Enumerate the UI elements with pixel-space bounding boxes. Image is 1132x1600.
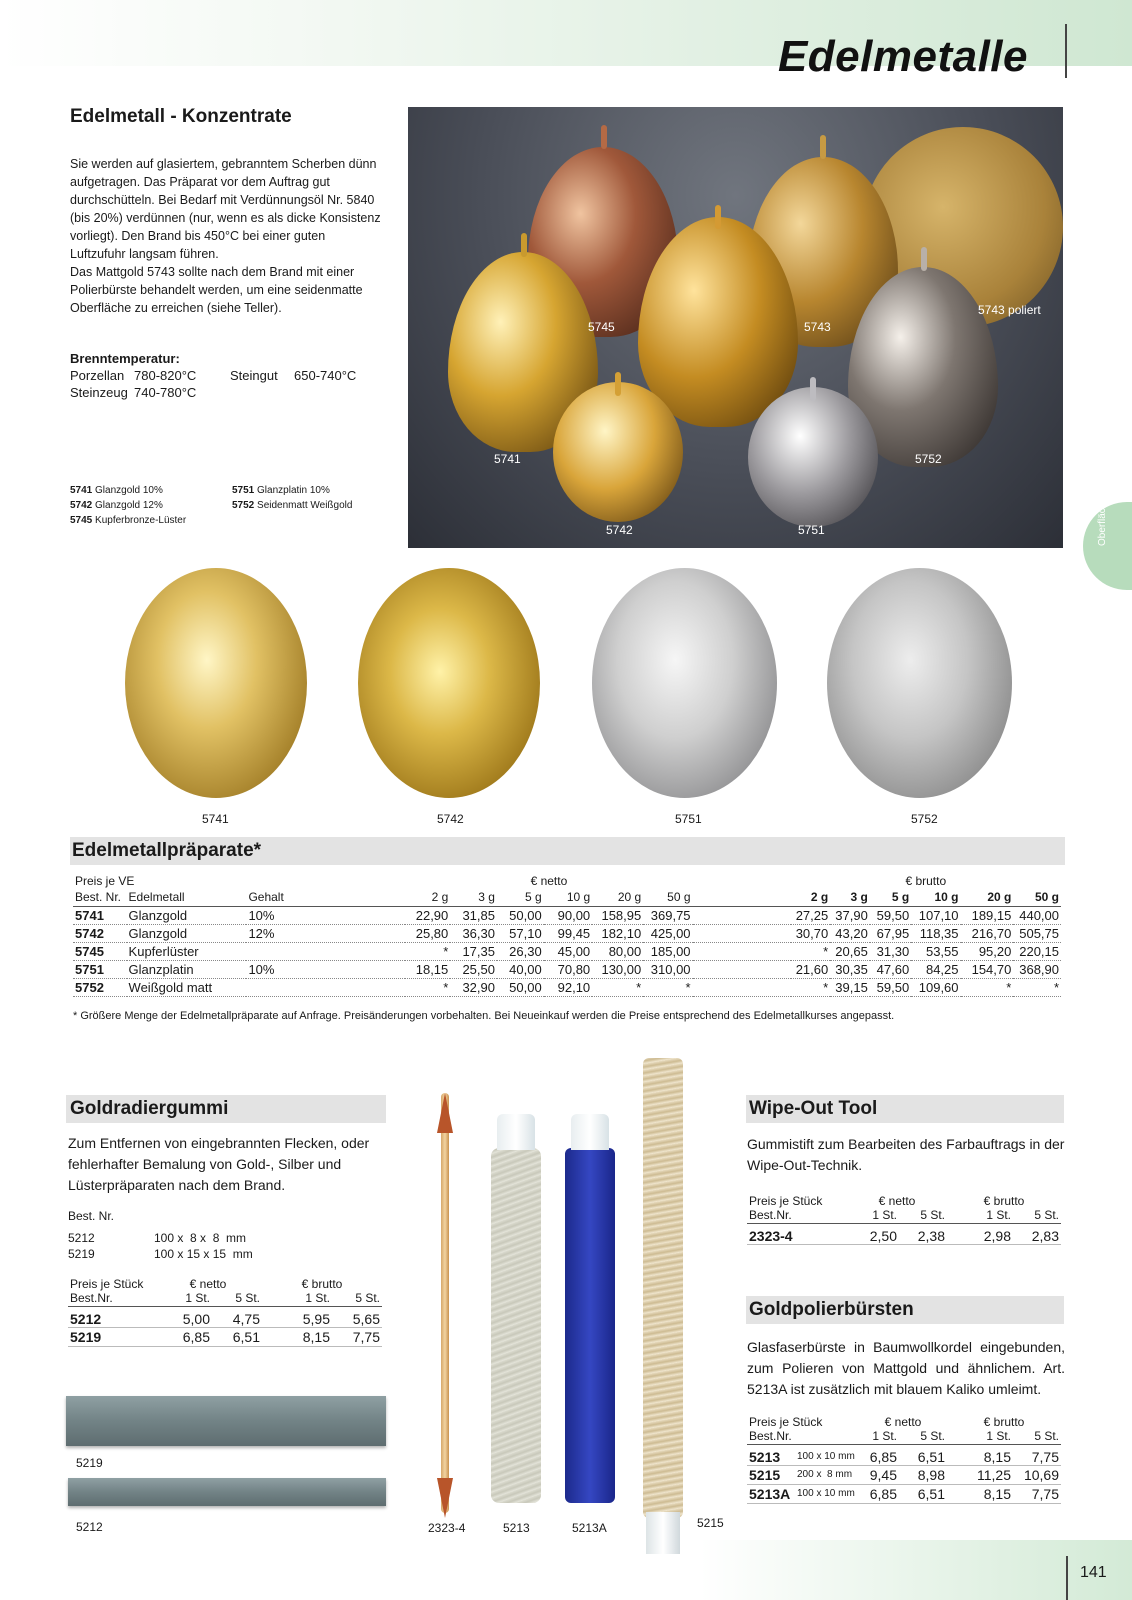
brutto-price: 59,50 xyxy=(870,978,911,996)
wipeout-tool-image xyxy=(441,1093,449,1513)
table-row xyxy=(73,924,1061,942)
brutto-price: 30,70 xyxy=(791,924,831,942)
brutto-price: * xyxy=(791,942,831,960)
row-gehalt: 12% xyxy=(246,924,405,942)
table-row xyxy=(68,1327,382,1346)
netto-price: 26,30 xyxy=(497,942,544,960)
brutto-price: 189,15 xyxy=(961,906,1014,924)
price: 8,15 xyxy=(947,1444,1013,1465)
brutto-price: 27,25 xyxy=(791,906,831,924)
brenn-label: Steingut xyxy=(230,368,278,383)
price: 7,75 xyxy=(1013,1444,1061,1465)
photo-label: 5751 xyxy=(798,523,825,537)
tool-label: 5213A xyxy=(572,1521,607,1535)
tool-label: 5215 xyxy=(697,1516,724,1530)
pot-knob xyxy=(810,377,816,401)
brush-5213-bristles xyxy=(497,1114,535,1150)
wipeout-heading: Wipe-Out Tool xyxy=(749,1098,878,1119)
praeparate-band xyxy=(70,837,1065,865)
pear-stem xyxy=(601,125,607,149)
netto-price: 185,00 xyxy=(643,942,692,960)
brutto-price: 30,35 xyxy=(830,960,870,978)
price: 6,85 xyxy=(859,1484,899,1503)
radiergummi-heading: Goldradiergummi xyxy=(70,1098,229,1119)
netto-price: * xyxy=(592,978,643,996)
footer-divider xyxy=(1066,1556,1068,1600)
oval-sample-5751 xyxy=(592,568,777,798)
photo-label: 5745 xyxy=(588,320,615,334)
netto-price: 17,35 xyxy=(450,942,497,960)
brutto-price: 95,20 xyxy=(961,942,1014,960)
photo-label: 5743 xyxy=(804,320,831,334)
price: 6,51 xyxy=(899,1484,947,1503)
radiergummi-sizes xyxy=(68,1208,253,1262)
brutto-price: 20,65 xyxy=(830,942,870,960)
praeparate-table xyxy=(73,872,1061,997)
wipeout-band xyxy=(746,1095,1064,1123)
netto-price: 130,00 xyxy=(592,960,643,978)
table-header-row xyxy=(73,889,1061,906)
col-gehalt: Gehalt xyxy=(248,890,284,905)
page-number: 141 xyxy=(1080,1564,1107,1581)
col-size: 3 g xyxy=(850,890,868,905)
qty-label: 5 St. xyxy=(332,1291,382,1306)
qty-label: 5 St. xyxy=(1013,1429,1061,1444)
brenn-label: Porzellan xyxy=(70,368,125,383)
legend-name: Glanzplatin 10% xyxy=(257,485,330,496)
brutto-price: 84,25 xyxy=(911,960,960,978)
row-gehalt xyxy=(246,978,405,996)
brutto-price: 21,60 xyxy=(791,960,831,978)
brush-5215-image xyxy=(643,1058,683,1518)
row-name: Glanzplatin xyxy=(127,960,247,978)
row-nr: 5741 xyxy=(73,906,127,924)
brutto-price: 37,90 xyxy=(830,906,870,924)
pear-stem xyxy=(820,135,826,159)
qty-label: 1 St. xyxy=(859,1429,899,1444)
brutto-price: 31,30 xyxy=(870,942,911,960)
price: 2,98 xyxy=(947,1223,1013,1244)
legend-name: Kupferbronze-Lüster xyxy=(95,515,187,526)
brutto-price: 505,75 xyxy=(1013,924,1061,942)
price: 4,75 xyxy=(212,1306,262,1327)
price: 6,51 xyxy=(212,1327,262,1346)
netto-price: 70,80 xyxy=(544,960,592,978)
netto-price: 57,10 xyxy=(497,924,544,942)
size-dim: 100 x 15 x 15 mm xyxy=(154,1247,253,1261)
konzentrate-text xyxy=(70,155,382,317)
col-size: 2 g xyxy=(810,890,829,905)
price: 6,85 xyxy=(154,1327,212,1346)
netto-price: 31,85 xyxy=(450,906,497,924)
brutto-price: 39,15 xyxy=(830,978,870,996)
polier-text: Glasfaserbürste in Baumwollkordel eingebunden, zum Polieren von Mattgold und ähnlichem. Art. 5213A ist zusätzlich mit blauem Kaliko umleimt. xyxy=(747,1339,1065,1397)
price: 10,69 xyxy=(1013,1465,1061,1484)
brutto-price: 154,70 xyxy=(961,960,1014,978)
wipeout-price-table xyxy=(747,1193,1061,1245)
price: 8,15 xyxy=(947,1484,1013,1503)
photo-label: 5741 xyxy=(494,452,521,466)
spacer xyxy=(693,960,791,978)
row-nr: 5745 xyxy=(73,942,127,960)
netto-label: € netto xyxy=(530,873,568,888)
brush-5213A-bristles xyxy=(571,1114,609,1150)
price: 9,45 xyxy=(859,1465,899,1484)
wipeout-text: Gummistift zum Bearbeiten des Farbauftrags in der Wipe-Out-Technik. xyxy=(747,1136,1065,1173)
oval-label: 5752 xyxy=(911,812,938,826)
radiergummi-5219-image xyxy=(66,1396,386,1446)
netto-price: 22,90 xyxy=(405,906,450,924)
pear-stem xyxy=(521,233,527,257)
oval-label: 5751 xyxy=(675,812,702,826)
table-row xyxy=(747,1444,1061,1465)
price: 5,65 xyxy=(332,1306,382,1327)
price: 7,75 xyxy=(332,1327,382,1346)
brutto-price: 440,00 xyxy=(1013,906,1061,924)
qty-label: 1 St. xyxy=(847,1208,899,1223)
konzentrate-paragraph-2: Das Mattgold 5743 sollte nach dem Brand mit einer Polierbürste behandelt werden, um eine seidenmatte Oberfläche zu erreichen (siehe Teller). xyxy=(70,265,363,315)
row-dim: 100 x 10 mm xyxy=(795,1484,859,1503)
brush-5213-image xyxy=(491,1148,541,1503)
legend-right xyxy=(232,483,352,513)
qty-label: 1 St. xyxy=(154,1291,212,1306)
row-name: Weißgold matt xyxy=(127,978,247,996)
polier-heading: Goldpolierbürsten xyxy=(749,1299,914,1320)
qty-label: 1 St. xyxy=(262,1291,332,1306)
brutto-price: 107,10 xyxy=(911,906,960,924)
brutto-price: 109,60 xyxy=(911,978,960,996)
row-nr: 5742 xyxy=(73,924,127,942)
price: 6,85 xyxy=(859,1444,899,1465)
pear-stem xyxy=(921,247,927,271)
table-row xyxy=(747,1223,1061,1244)
side-tab[interactable] xyxy=(1083,497,1132,590)
legend-left xyxy=(70,483,186,528)
col-size: 2 g xyxy=(431,890,449,905)
legend-name: Glanzgold 10% xyxy=(95,485,163,496)
product-photo xyxy=(408,107,1063,548)
row-dim: 100 x 10 mm xyxy=(795,1444,859,1465)
best-nr-label: Best.Nr. xyxy=(68,1291,154,1306)
size-nr: 5212 xyxy=(68,1231,95,1245)
spacer xyxy=(693,906,791,924)
col-size: 3 g xyxy=(478,890,495,905)
brenn-value: 740-780°C xyxy=(134,385,197,400)
pot-platin xyxy=(748,387,878,527)
wipeout-tip-bottom xyxy=(437,1478,453,1518)
row-nr: 5213 xyxy=(747,1444,795,1465)
brutto-price: 216,70 xyxy=(961,924,1014,942)
netto-price: 80,00 xyxy=(592,942,643,960)
netto-price: 36,30 xyxy=(450,924,497,942)
title-divider xyxy=(1065,24,1067,78)
brenntemperatur-block xyxy=(70,350,356,401)
row-gehalt xyxy=(246,942,405,960)
netto-price: 25,50 xyxy=(450,960,497,978)
best-nr-label: Best.Nr. xyxy=(747,1429,859,1444)
brutto-label: € brutto xyxy=(905,873,947,888)
oval-sample-5741 xyxy=(125,568,307,798)
polier-price-table xyxy=(747,1414,1061,1504)
row-nr: 5212 xyxy=(68,1306,154,1327)
oval-label: 5742 xyxy=(437,812,464,826)
radiergummi-band xyxy=(66,1095,386,1123)
price: 5,00 xyxy=(154,1306,212,1327)
radiergummi-5212-image xyxy=(68,1478,386,1506)
brush-5215-bristles xyxy=(646,1512,680,1554)
table-row xyxy=(73,960,1061,978)
row-name: Kupferlüster xyxy=(127,942,247,960)
oval-label: 5741 xyxy=(202,812,229,826)
row-gehalt: 10% xyxy=(246,906,405,924)
netto-price: 182,10 xyxy=(592,924,643,942)
row-nr: 5213A xyxy=(747,1484,795,1503)
brutto-price: * xyxy=(791,978,831,996)
konzentrate-heading: Edelmetall - Konzentrate xyxy=(70,106,292,127)
qty-label: 1 St. xyxy=(947,1208,1013,1223)
brutto-price: 53,55 xyxy=(911,942,960,960)
radiergummi-label: 5219 xyxy=(76,1456,103,1470)
table-row xyxy=(73,942,1061,960)
brutto-price: 59,50 xyxy=(870,906,911,924)
legend-nr: 5745 xyxy=(70,515,93,526)
netto-price: * xyxy=(405,978,450,996)
price: 2,83 xyxy=(1013,1223,1061,1244)
price: 7,75 xyxy=(1013,1484,1061,1503)
brutto-label: € brutto xyxy=(983,1414,1025,1429)
brutto-price: * xyxy=(1013,978,1061,996)
size-nr: 5219 xyxy=(68,1247,95,1261)
legend-name: Glanzgold 12% xyxy=(95,500,163,511)
netto-price: * xyxy=(405,942,450,960)
table-header-row xyxy=(73,872,1061,889)
netto-price: 158,95 xyxy=(592,906,643,924)
netto-price: 310,00 xyxy=(643,960,692,978)
photo-label: 5743 poliert xyxy=(978,303,1041,317)
spacer xyxy=(693,924,791,942)
netto-price: 369,75 xyxy=(643,906,692,924)
praeparate-footnote: * Größere Menge der Edelmetallpräparate auf Anfrage. Preisänderungen vorbehalten. Bei Neueinkauf werden die Preise entsprechend des Edelmetallkurses angepasst. xyxy=(73,1010,895,1022)
row-name: Glanzgold xyxy=(127,924,247,942)
legend-nr: 5741 xyxy=(70,485,93,496)
price: 8,98 xyxy=(899,1465,947,1484)
row-nr: 2323-4 xyxy=(747,1223,847,1244)
netto-price: 50,00 xyxy=(497,906,544,924)
brenn-label: Steinzeug xyxy=(70,385,128,400)
legend-nr: 5752 xyxy=(232,500,255,511)
netto-price: 425,00 xyxy=(643,924,692,942)
tool-label: 2323-4 xyxy=(428,1521,466,1535)
tool-label: 5213 xyxy=(503,1521,530,1535)
col-size: 10 g xyxy=(566,890,591,905)
polier-band xyxy=(746,1296,1064,1324)
table-row xyxy=(747,1484,1061,1503)
preis-je-label: Preis je Stück xyxy=(749,1193,823,1208)
table-row xyxy=(73,906,1061,924)
netto-label: € netto xyxy=(884,1414,922,1429)
praeparate-heading: Edelmetallpräparate* xyxy=(72,840,262,861)
price: 2,38 xyxy=(899,1223,947,1244)
qty-label: 1 St. xyxy=(947,1429,1013,1444)
brenn-value: 780-820°C xyxy=(134,368,197,383)
brutto-label: € brutto xyxy=(983,1193,1025,1208)
row-nr: 5752 xyxy=(73,978,127,996)
col-size: 20 g xyxy=(617,890,642,905)
spacer xyxy=(693,978,791,996)
radiergummi-text: Zum Entfernen von eingebrannten Flecken, oder fehlerhafter Bemalung von Gold-, Silber und Lüsterpräparaten nach dem Brand. xyxy=(68,1135,370,1193)
price: 5,95 xyxy=(262,1306,332,1327)
row-nr: 5215 xyxy=(747,1465,795,1484)
netto-price: 90,00 xyxy=(544,906,592,924)
brutto-price: 220,15 xyxy=(1013,942,1061,960)
netto-price: * xyxy=(643,978,692,996)
oval-sample-5742 xyxy=(358,568,540,798)
qty-label: 5 St. xyxy=(899,1208,947,1223)
table-row xyxy=(68,1306,382,1327)
best-nr-label: Best. Nr. xyxy=(68,1209,115,1223)
pear-stem xyxy=(715,205,721,229)
col-name: Edelmetall xyxy=(128,890,185,905)
radiergummi-label: 5212 xyxy=(76,1520,103,1534)
radiergummi-price-table xyxy=(68,1276,382,1347)
qty-label: 5 St. xyxy=(212,1291,262,1306)
brenn-value: 650-740°C xyxy=(294,368,357,383)
netto-price: 18,15 xyxy=(405,960,450,978)
netto-price: 50,00 xyxy=(497,978,544,996)
brutto-label: € brutto xyxy=(301,1276,343,1291)
col-size: 20 g xyxy=(987,890,1012,905)
brush-5213A-image xyxy=(565,1148,615,1503)
size-dim: 100 x 8 x 8 mm xyxy=(154,1231,247,1245)
brutto-price: 67,95 xyxy=(870,924,911,942)
row-dim: 200 x 8 mm xyxy=(795,1465,859,1484)
row-name: Glanzgold xyxy=(127,906,247,924)
brutto-price: 368,90 xyxy=(1013,960,1061,978)
legend-nr: 5751 xyxy=(232,485,255,496)
netto-label: € netto xyxy=(878,1193,916,1208)
netto-price: 45,00 xyxy=(544,942,592,960)
preis-je-label: Preis je Stück xyxy=(749,1414,823,1429)
netto-price: 32,90 xyxy=(450,978,497,996)
legend-name: Seidenmatt Weißgold xyxy=(257,500,353,511)
row-nr: 5751 xyxy=(73,960,127,978)
preis-je-label: Preis je VE xyxy=(75,873,135,888)
col-nr: Best. Nr. xyxy=(75,890,122,905)
legend-nr: 5742 xyxy=(70,500,93,511)
page-title: Edelmetalle xyxy=(777,32,1028,81)
price: 6,51 xyxy=(899,1444,947,1465)
netto-price: 99,45 xyxy=(544,924,592,942)
row-gehalt: 10% xyxy=(246,960,405,978)
brutto-price: 43,20 xyxy=(830,924,870,942)
netto-price: 40,00 xyxy=(497,960,544,978)
best-nr-label: Best.Nr. xyxy=(747,1208,847,1223)
brutto-price: 118,35 xyxy=(911,924,960,942)
col-size: 50 g xyxy=(1034,890,1059,905)
photo-label: 5752 xyxy=(915,452,942,466)
qty-label: 5 St. xyxy=(1013,1208,1061,1223)
price: 8,15 xyxy=(262,1327,332,1346)
qty-label: 5 St. xyxy=(899,1429,947,1444)
wipeout-tip-top xyxy=(437,1093,453,1133)
netto-price: 92,10 xyxy=(544,978,592,996)
konzentrate-paragraph: Sie werden auf glasiertem, gebranntem Scherben dünn aufgetragen. Das Präparat vor dem Auftrag gut durchschütteln. Bei Bedarf mit Verdünnungsöl Nr. 5840 (bis 20%) verdünnen (nur, wenn es als dicke Konsistenz vorliegt). Den Brand bis 450°C bei einer guten Luftzufuhr langsam führen. xyxy=(70,157,381,261)
col-size: 10 g xyxy=(934,890,959,905)
pot-glanzgold xyxy=(553,382,683,522)
col-size: 5 g xyxy=(525,890,542,905)
netto-price: 25,80 xyxy=(405,924,450,942)
brenntemperatur-title: Brenntemperatur: xyxy=(70,351,180,366)
netto-label: € netto xyxy=(189,1276,227,1291)
spacer xyxy=(693,942,791,960)
photo-label: 5742 xyxy=(606,523,633,537)
preis-je-label: Preis je Stück xyxy=(70,1276,144,1291)
oval-sample-5752 xyxy=(827,568,1012,798)
table-row xyxy=(73,978,1061,996)
brutto-price: * xyxy=(961,978,1014,996)
table-row xyxy=(747,1465,1061,1484)
brutto-price: 47,60 xyxy=(870,960,911,978)
pot-knob xyxy=(615,372,621,396)
row-nr: 5219 xyxy=(68,1327,154,1346)
col-size: 5 g xyxy=(891,890,910,905)
col-size: 50 g xyxy=(667,890,691,905)
price: 2,50 xyxy=(847,1223,899,1244)
price: 11,25 xyxy=(947,1465,1013,1484)
side-tab-label: Oberfläche xyxy=(1097,497,1108,546)
